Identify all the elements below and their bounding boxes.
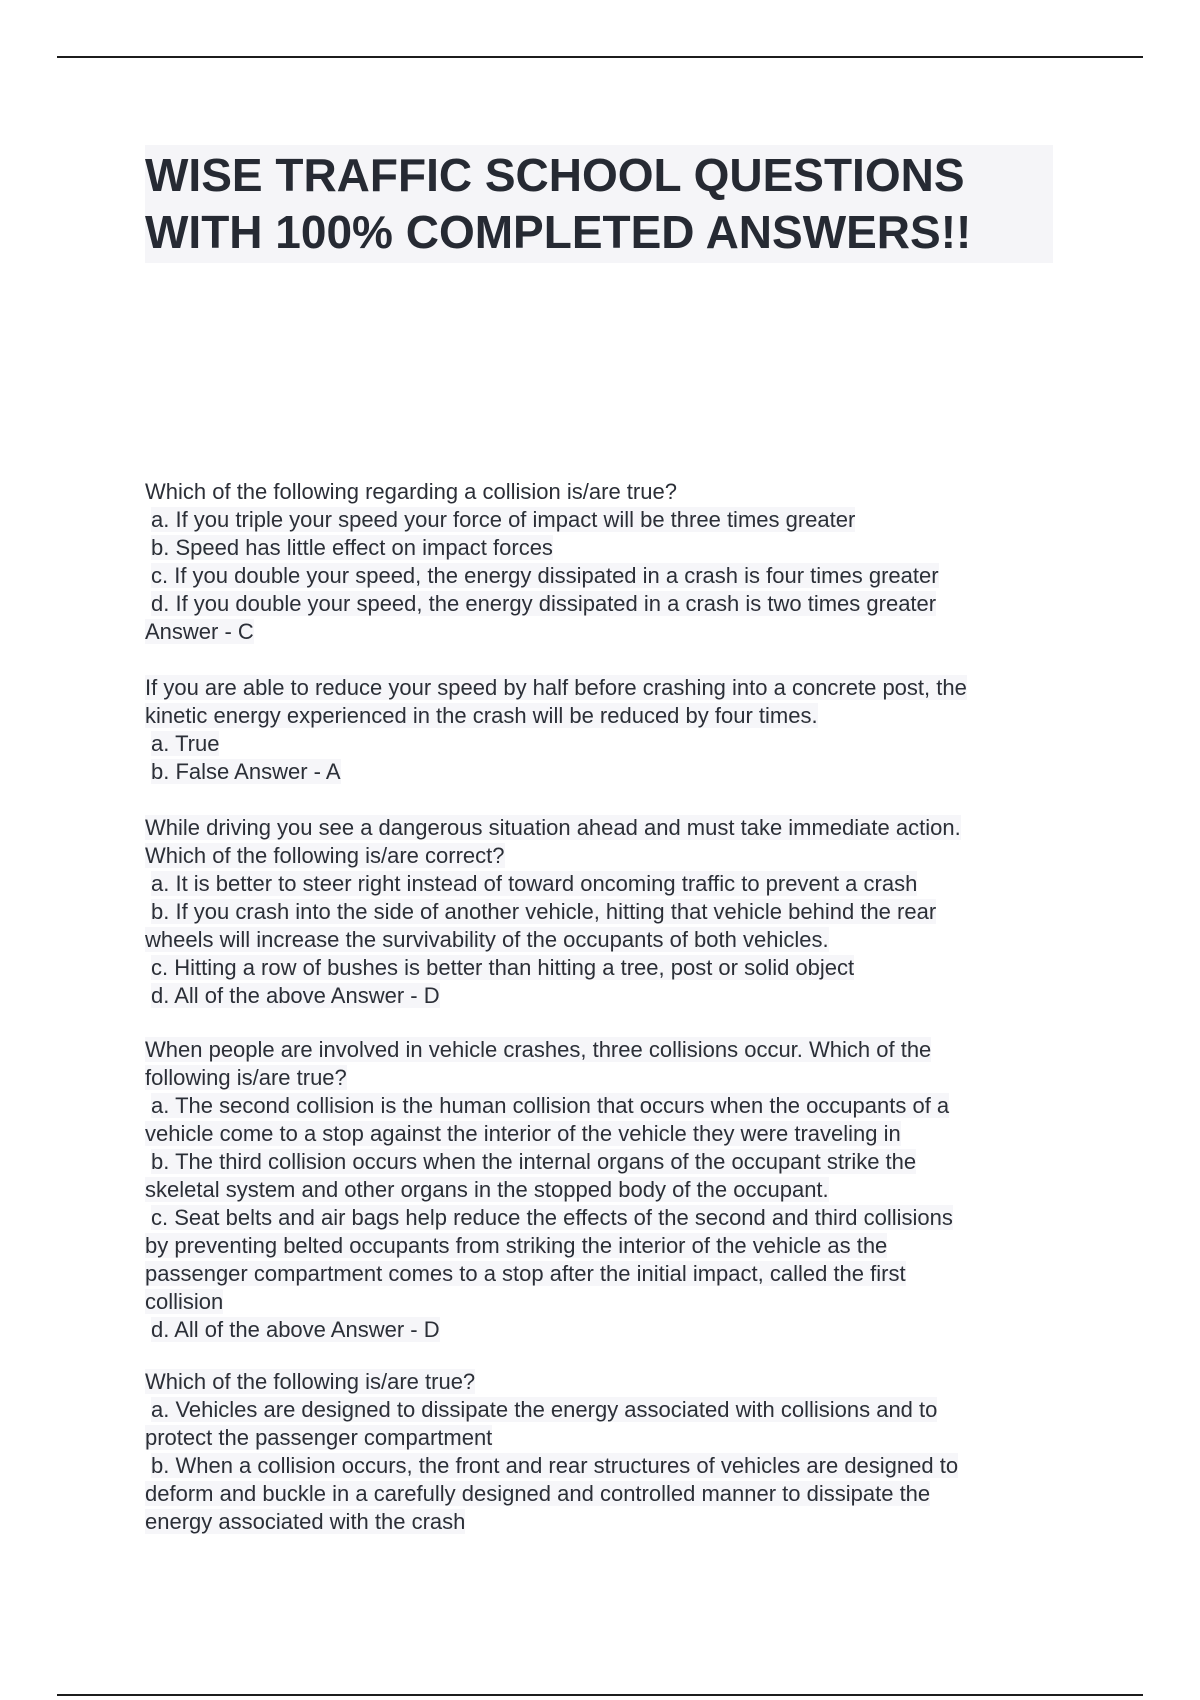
option-d-answer: d. All of the above Answer - D	[151, 983, 440, 1008]
question-text-cont: following is/are true?	[145, 1065, 347, 1090]
option-a: a. True	[151, 731, 220, 756]
question-block-5	[145, 1368, 1055, 1536]
option-c-cont-2: passenger compartment comes to a stop after the initial impact, called the first	[145, 1261, 906, 1286]
option-b-cont-1: deform and buckle in a carefully designed and controlled manner to dissipate the	[145, 1481, 931, 1506]
question-text-cont: kinetic energy experienced in the crash will be reduced by four times.	[145, 703, 818, 728]
option-a: a. It is better to steer right instead of toward oncoming traffic to prevent a crash	[151, 871, 918, 896]
question-block-2	[145, 674, 1055, 786]
option-b: b. Speed has little effect on impact forces	[151, 535, 553, 560]
question-block-1	[145, 478, 1055, 646]
question-text: When people are involved in vehicle crashes, three collisions occur. Which of the	[145, 1037, 932, 1062]
question-text: While driving you see a dangerous situation ahead and must take immediate action.	[145, 815, 961, 840]
question-block-3	[145, 814, 1055, 1010]
question-text: If you are able to reduce your speed by half before crashing into a concrete post, the	[145, 675, 967, 700]
option-b-cont: skeletal system and other organs in the stopped body of the occupant.	[145, 1177, 829, 1202]
title-line-1: WISE TRAFFIC SCHOOL QUESTIONS	[145, 149, 965, 201]
option-d-answer: d. All of the above Answer - D	[151, 1317, 440, 1342]
option-b: b. If you crash into the side of another vehicle, hitting that vehicle behind the rear	[151, 899, 937, 924]
question-text: Which of the following regarding a collision is/are true?	[145, 479, 677, 504]
option-a-cont: protect the passenger compartment	[145, 1425, 493, 1450]
title-line-2: WITH 100% COMPLETED ANSWERS!!	[145, 206, 972, 258]
question-text: Which of the following is/are true?	[145, 1369, 476, 1394]
option-c: c. Hitting a row of bushes is better than hitting a tree, post or solid object	[151, 955, 855, 980]
top-rule	[57, 56, 1143, 58]
option-c-cont-1: by preventing belted occupants from striking the interior of the vehicle as the	[145, 1233, 888, 1258]
option-d: d. If you double your speed, the energy dissipated in a crash is two times greater	[151, 591, 937, 616]
option-a-cont: vehicle come to a stop against the interior of the vehicle they were traveling in	[145, 1121, 901, 1146]
option-a: a. If you triple your speed your force of impact will be three times greater	[151, 507, 856, 532]
option-a: a. The second collision is the human collision that occurs when the occupants of a	[151, 1093, 950, 1118]
option-b-cont: wheels will increase the survivability of the occupants of both vehicles.	[145, 927, 829, 952]
answer-text: Answer - C	[145, 619, 254, 644]
option-c: c. If you double your speed, the energy dissipated in a crash is four times greater	[151, 563, 939, 588]
option-a: a. Vehicles are designed to dissipate the energy associated with collisions and to	[151, 1397, 938, 1422]
document-title	[145, 145, 1053, 263]
option-b-cont-2: energy associated with the crash	[145, 1509, 466, 1534]
option-b-answer: b. False Answer - A	[151, 759, 341, 784]
option-b: b. The third collision occurs when the internal organs of the occupant strike the	[151, 1149, 917, 1174]
question-text-cont: Which of the following is/are correct?	[145, 843, 505, 868]
bottom-rule	[57, 1694, 1143, 1696]
question-block-4	[145, 1036, 1055, 1344]
option-b: b. When a collision occurs, the front and rear structures of vehicles are designed to	[151, 1453, 959, 1478]
option-c-cont-3: collision	[145, 1289, 224, 1314]
option-c: c. Seat belts and air bags help reduce the effects of the second and third collisions	[151, 1205, 953, 1230]
